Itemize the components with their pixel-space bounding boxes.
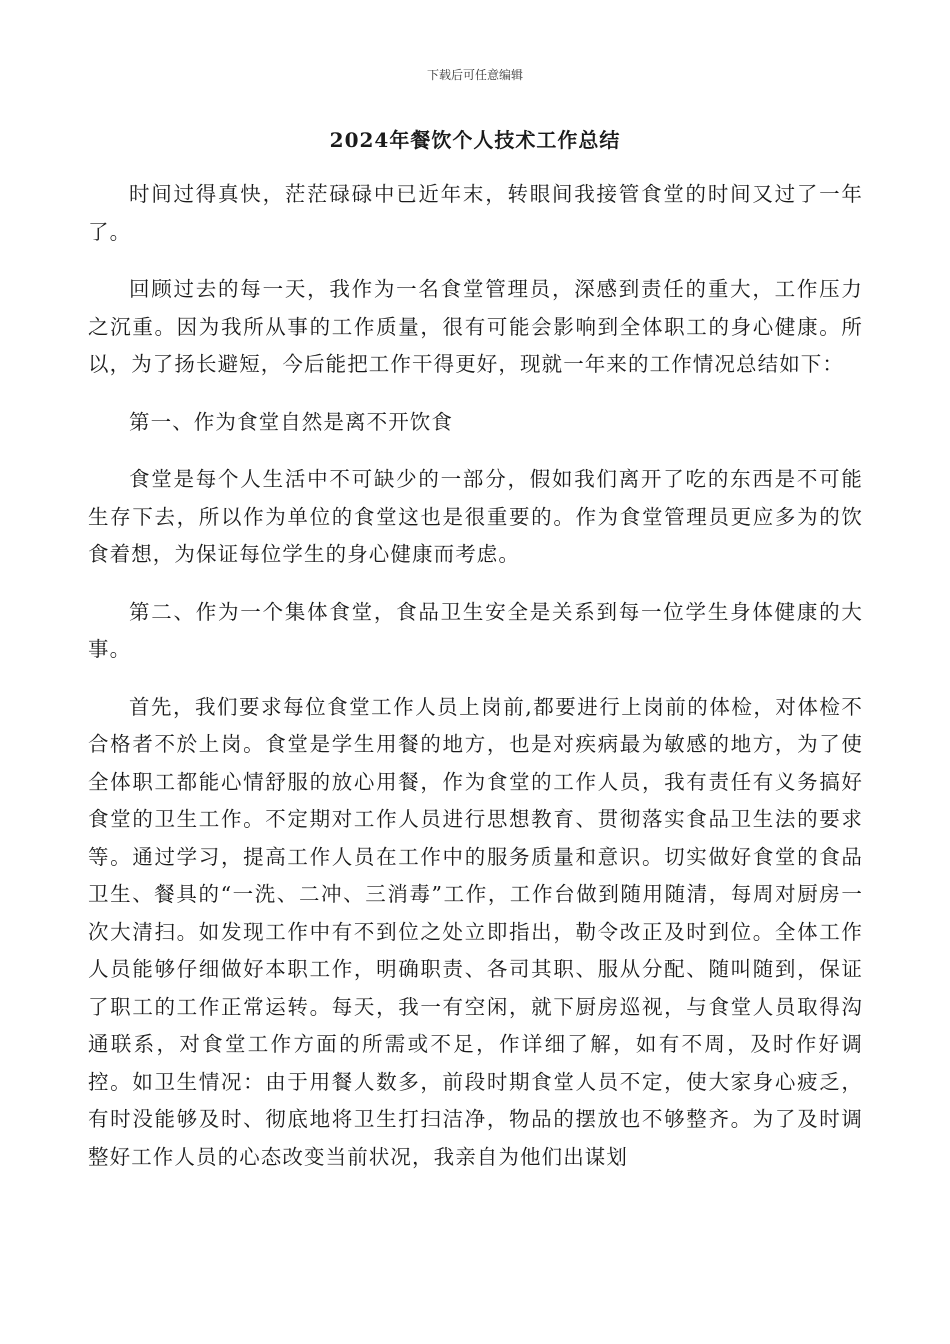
paragraph-review: 回顾过去的每一天，我作为一名食堂管理员，深感到责任的重大，工作压力之沉重。因为我所从事的工作质量，很有可能会影响到全体职工的身心健康。所以，为了扬长避短，今后能把工作干得更好，现就一年来的工作情况总结如下： xyxy=(88,277,863,376)
section-heading-second: 第二、作为一个集体食堂，食品卫生安全是关系到每一位学生身体健康的大事。 xyxy=(88,599,863,661)
paragraph-first-body: 食堂是每个人生活中不可缺少的一部分，假如我们离开了吃的东西是不可能生存下去，所以作为单位的食堂这也是很重要的。作为食堂管理员更应多为的饮食着想，为保证每位学生的身心健康而考虑。 xyxy=(88,467,863,566)
paragraph-hygiene: 首先，我们要求每位食堂工作人员上岗前,都要进行上岗前的体检，对体检不合格者不於上岗。食堂是学生用餐的地方，也是对疾病最为敏感的地方，为了使全体职工都能心情舒服的放心用餐，作为食堂的工作人员，我有责任有义务搞好食堂的卫生工作。不定期对工作人员进行思想教育、贯彻落实食品卫生法的要求等。通过学习，提高工作人员在工作中的服务质量和意识。切实做好食堂的食品卫生、餐具的“一洗、二冲、三消毒”工作，工作台做到随用随清，每周对厨房一次大清扫。如发现工作中有不到位之处立即指出，勒令改正及时到位。全体工作人员能够仔细做好本职工作，明确职责、各司其职、服从分配、随叫随到，保证了职工的工作正常运转。每天，我一有空闲，就下厨房巡视，与食堂人员取得沟通联系，对食堂工作方面的所需或不足，作详细了解，如有不周，及时作好调控。如卫生情况：由于用餐人数多，前段时期食堂人员不定，使大家身心疲乏，有时没能够及时、彻底地将卫生打扫洁净，物品的摆放也不够整齐。为了及时调整好工作人员的心态改变当前状况，我亲自为他们出谋划 xyxy=(88,694,863,1169)
section-heading-first: 第一、作为食堂自然是离不开饮食 xyxy=(129,409,453,434)
header-note: 下载后可任意编辑 xyxy=(426,68,523,82)
document-title: 2024年餐饮个人技术工作总结 xyxy=(329,128,621,152)
paragraph-intro: 时间过得真快，茫茫碌碌中已近年末，转眼间我接管食堂的时间又过了一年了。 xyxy=(88,182,863,244)
document-body xyxy=(88,176,863,1196)
